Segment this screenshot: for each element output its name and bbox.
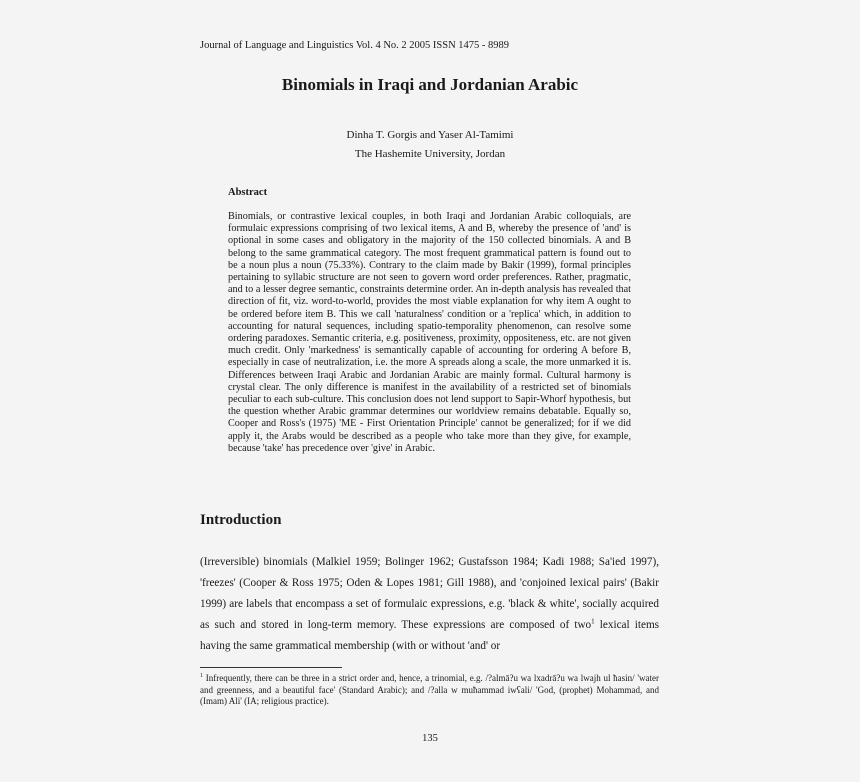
author-affiliation: The Hashemite University, Jordan [354,148,506,160]
page-number: 135 [422,733,438,744]
running-head: Journal of Language and Linguistics Vol. 4 No. 2 2005 ISSN 1475 - 8989 [200,40,510,51]
introduction-text-part-2: lexical items having the same grammatical membership (with or without 'and' or [200,619,659,652]
footnote-reference[interactable]: 1 [591,617,595,626]
introduction-paragraph [200,552,659,657]
footnote-marker: 1 [200,673,203,679]
footnote-text: Infrequently, there can be three in a strict order and, hence, a trinomial, e.g. /?almā?u wa lxadrā?u wa lwajh ul ħasin/ 'water and greenness, and a beautiful face' (Standard Arabic); and /?alla w muħammad iwʕali/ 'God, (prophet) Mohammad, and (Imam) Ali' (IA; religious practice). [200,673,659,706]
footnote [200,673,659,708]
author-block [0,126,860,164]
abstract-heading: Abstract [228,187,268,198]
author-names: Dinha T. Gorgis and Yaser Al-Tamimi [346,129,514,141]
abstract-body: Binomials, or contrastive lexical couples, in both Iraqi and Jordanian Arabic colloquials, are formulaic expressions comprising of two lexical items, A and B, whereby the presence of 'and' is optional in some cases and obligatory in the majority of the 150 collected binomials. A and B belong to the same grammatical category. The most frequent grammatical pattern is found out to be a noun plus a noun (75.33%). Contrary to the claim made by Bakir (1999), formal principles pertaining to syllabic structure are not seen to govern word order preferences. Rather, pragmatic, and to a lesser degree semantic, constraints determine order. An in-depth analysis has revealed that direction of fit, viz. word-to-world, provides the most viable explanation for why item A ought to be ordered before item B. This we call 'naturalness' condition or a 'replica' which, in addition to accounting for natural sequences, including spatio-temporality phenomenon, can resolve some ordering paradoxes. Semantic criteria, e.g. positiveness, proximity, oppositeness, etc. are not given much credit. Only 'markedness' is semantically capable of accounting for ordering A before B, especially in case of neutralization, i.e. the more A spreads along a scale, the more unmarked it is. Differences between Iraqi Arabic and Jordanian Arabic are mainly formal. Cultural harmony is crystal clear. The only difference is manifest in the availability of a restricted set of binomials peculiar to each sub-culture. This conclusion does not lend support to Sapir-Whorf hypothesis, but the question whether Arabic grammar determines our worldview remains debatable. Equally so, Cooper and Ross's (1975) 'ME - First Orientation Principle' cannot be generalized; for if we did apply it, the Arabs would be described as a people who take more than they give, for example, because 'take' has precedence over 'give' in Arabic. [228,211,631,454]
paper-title: Binomials in Iraqi and Jordanian Arabic [281,75,579,94]
footnote-divider [200,667,342,668]
introduction-text-part-1: (Irreversible) binomials (Malkiel 1959; Bolinger 1962; Gustafsson 1984; Kadi 1988; Sa'ied 1997), 'freezes' (Cooper & Ross 1975; Oden & Lopes 1981; Gill 1988), and 'conjoined lexical pairs' (Bakir 1999) are labels that encompass a set of formulaic expressions, e.g. 'black & white', socially acquired as such and stored in long-term memory. These expressions are composed of two [200,556,659,631]
section-heading-introduction: Introduction [200,512,282,528]
